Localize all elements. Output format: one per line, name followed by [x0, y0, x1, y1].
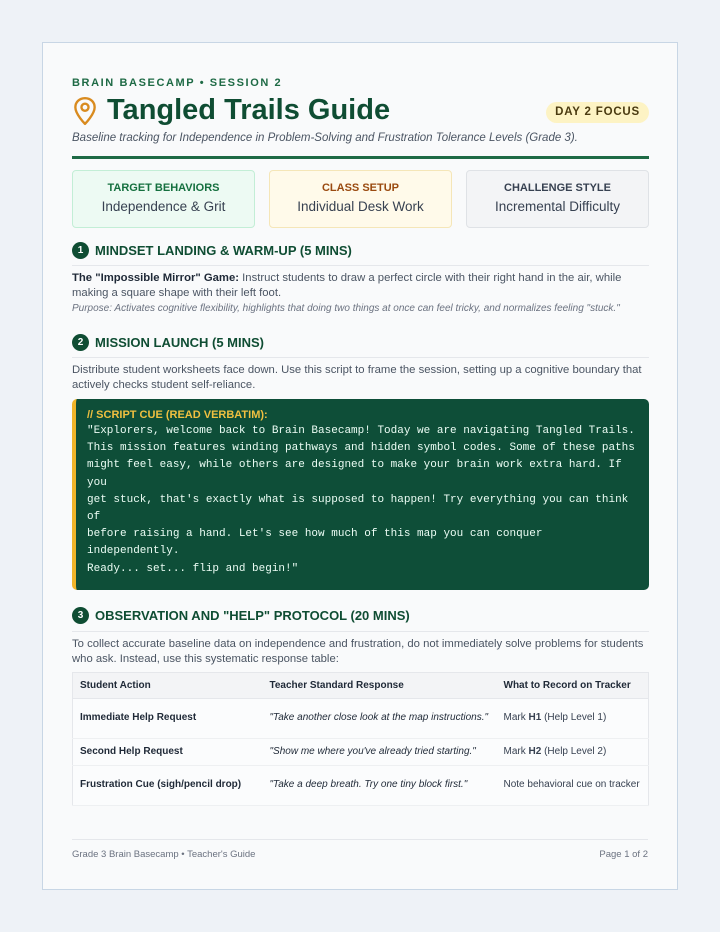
script-cue-box	[72, 399, 649, 590]
section-number: 3	[72, 607, 89, 624]
summary-cards	[72, 170, 649, 228]
section-warm-up	[72, 239, 649, 314]
page-content	[72, 77, 649, 806]
record-text: (Help Level 2)	[541, 745, 607, 757]
section-heading	[72, 331, 649, 358]
card-value: Individual Desk Work	[297, 199, 424, 214]
script-cue-label: // SCRIPT CUE (READ VERBATIM):	[87, 409, 268, 421]
script-line: might feel easy, while others are designed to make your brain work extra hard. If you	[87, 459, 622, 489]
teacher-response: "Take a deep breath. Try one tiny block first."	[263, 765, 497, 805]
record-code: H1	[528, 712, 542, 724]
section-body: Distribute student worksheets face down. Use this script to frame the session, setting up a cognitive boundary that actively checks student self-reliance.	[72, 364, 642, 391]
title-row	[72, 92, 649, 130]
card-value: Independence & Grit	[101, 199, 226, 214]
map-pin-icon	[72, 96, 98, 126]
help-protocol-table	[72, 672, 649, 806]
record-note	[497, 765, 649, 805]
script-line: Ready... set... flip and begin!"	[87, 562, 299, 575]
section-heading	[72, 239, 649, 266]
guide-page	[42, 42, 678, 890]
section-body	[72, 271, 649, 301]
script-line: This mission features winding pathways and hidden symbol codes. Some of these paths	[87, 442, 635, 455]
record-text: Mark	[503, 745, 529, 757]
section-title: MINDSET LANDING & WARM-UP (5 MINS)	[95, 242, 352, 258]
section-body: To collect accurate baseline data on independence and frustration, do not immediately solve problems for students who ask. Instead, use this systematic response table:	[72, 637, 644, 665]
table-row	[73, 738, 649, 765]
record-note	[497, 698, 649, 738]
table-header-row	[73, 672, 649, 698]
card-label: CHALLENGE STYLE	[504, 182, 611, 194]
script-line: "Explorers, welcome back to Brain Basecamp! Today we are navigating Tangled Trails.	[87, 425, 635, 437]
page-subtitle: Baseline tracking for Independence in Problem-Solving and Frustration Tolerance Levels (Grade 3).	[72, 132, 578, 144]
student-action: Frustration Cue (sigh/pencil drop)	[73, 765, 263, 805]
page-number: Page 1 of 2	[599, 849, 648, 860]
section-title: MISSION LAUNCH (5 MINS)	[95, 334, 264, 350]
section-mission-launch	[72, 331, 649, 590]
focus-badge: DAY 2 FOCUS	[546, 102, 649, 123]
teacher-response: "Take another close look at the map instructions."	[263, 698, 497, 738]
footer-left: Grade 3 Brain Basecamp • Teacher's Guide	[72, 849, 256, 860]
section-title: OBSERVATION AND "HELP" PROTOCOL (20 MINS)	[95, 608, 410, 624]
card-label: CLASS SETUP	[321, 182, 399, 194]
record-text: Mark	[503, 712, 529, 724]
section-number: 2	[72, 334, 89, 351]
record-code: H2	[528, 745, 542, 757]
column-header: Student Action	[73, 672, 263, 698]
record-text: Note behavioral cue on tracker	[503, 779, 640, 791]
purpose-note: Purpose: Activates cognitive flexibility, highlights that doing two things at once can feel tricky, and normalizes feeling "stuck."	[72, 303, 620, 314]
page-title: Tangled Trails Guide	[107, 94, 391, 126]
card-class-setup	[269, 170, 452, 228]
section-heading	[72, 605, 649, 632]
section-help-protocol	[72, 605, 649, 806]
section-number: 1	[72, 242, 89, 259]
card-challenge-style	[466, 170, 649, 228]
column-header: Teacher Standard Response	[263, 672, 497, 698]
card-label: TARGET BEHAVIORS	[107, 182, 220, 194]
script-line: before raising a hand. Let's see how much of this map you can conquer independently.	[87, 528, 543, 558]
script-line: get stuck, that's exactly what is supposed to happen! Try everything you can think of	[87, 493, 629, 524]
student-action: Immediate Help Request	[73, 698, 263, 738]
eyebrow-label: BRAIN BASECAMP • SESSION 2	[72, 77, 283, 89]
header-divider	[72, 156, 649, 159]
game-name: The "Impossible Mirror" Game:	[72, 272, 240, 284]
record-text: (Help Level 1)	[541, 712, 607, 724]
student-action: Second Help Request	[73, 738, 263, 765]
record-note	[497, 738, 649, 765]
teacher-response: "Show me where you've already tried starting."	[263, 738, 497, 765]
card-value: Incremental Difficulty	[494, 199, 621, 214]
table-row	[73, 765, 649, 805]
column-header: What to Record on Tracker	[497, 672, 649, 698]
game-instructions: Instruct students to draw a perfect circle with their right hand in the air, while making a square shape with their left foot.	[72, 272, 622, 299]
script-text	[87, 423, 635, 578]
page-footer	[72, 839, 648, 860]
table-row	[73, 698, 649, 738]
card-target-behaviors	[72, 170, 255, 228]
